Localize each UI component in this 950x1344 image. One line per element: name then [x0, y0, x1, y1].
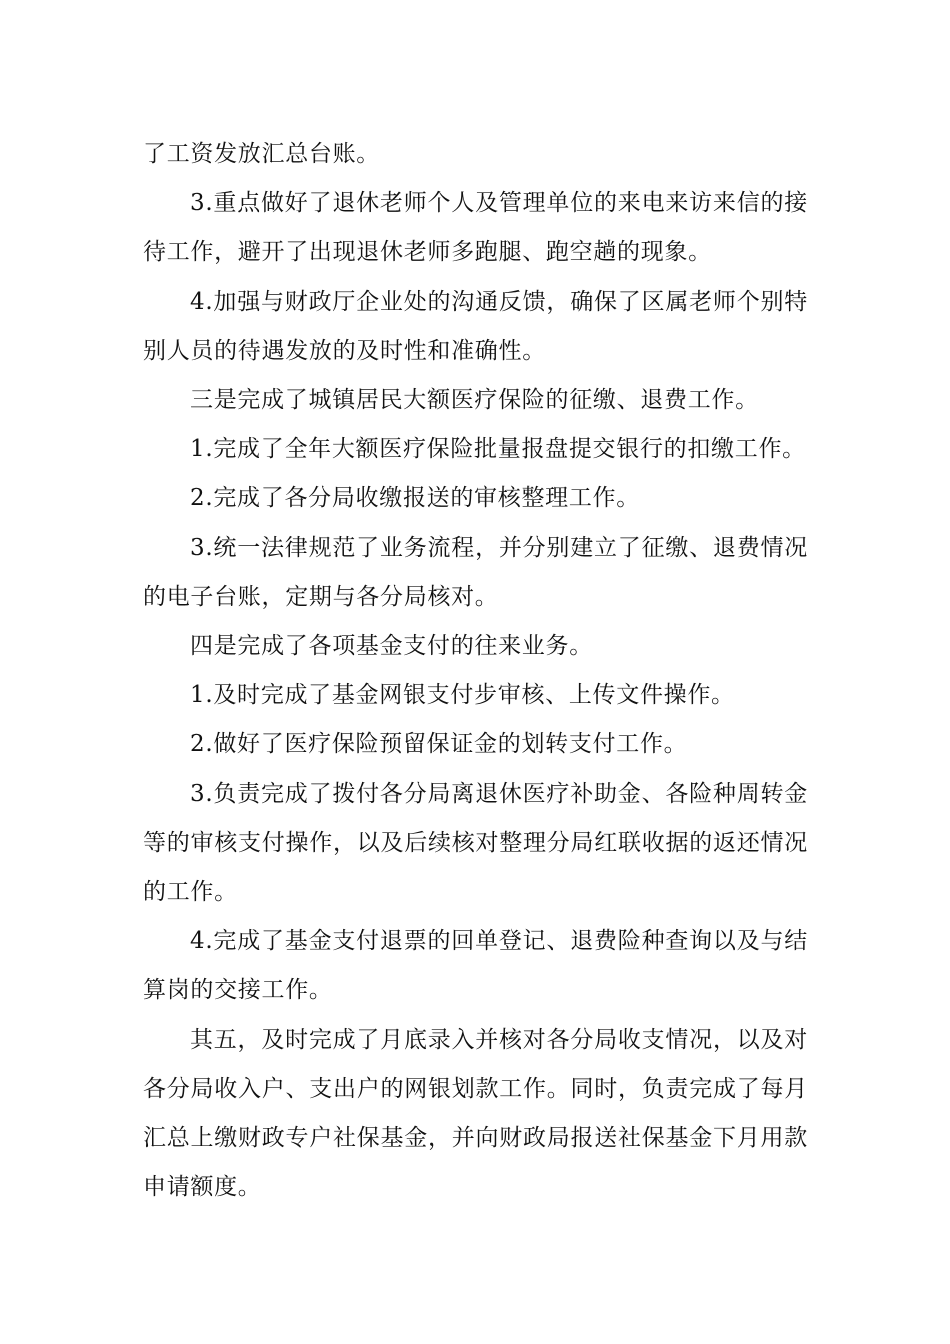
paragraph: 四是完成了各项基金支付的往来业务。	[190, 633, 593, 660]
document-body	[143, 130, 808, 1212]
paragraph: 2.完成了各分局收缴报送的审核整理工作。	[190, 485, 640, 512]
paragraph: 4.完成了基金支付退票的回单登记、退费险种查询以及与结算岗的交接工作。	[143, 928, 808, 1004]
paragraph: 三是完成了城镇居民大额医疗保险的征缴、退费工作。	[190, 387, 759, 414]
paragraph: 3.重点做好了退休老师个人及管理单位的来电来访来信的接待工作，避开了出现退休老师多跑腿、跑空趟的现象。	[143, 190, 808, 266]
paragraph: 其五，及时完成了月底录入并核对各分局收支情况，以及对各分局收入户、支出户的网银划款工作。同时，负责完成了每月汇总上缴财政专户社保基金，并向财政局报送社保基金下月用款申请额度。	[143, 1026, 808, 1201]
paragraph: 1.完成了全年大额医疗保险批量报盘提交银行的扣缴工作。	[190, 436, 806, 463]
paragraph: 3.统一法律规范了业务流程，并分别建立了征缴、退费情况的电子台账，定期与各分局核对。	[143, 534, 808, 610]
paragraph: 1.及时完成了基金网银支付步审核、上传文件操作。	[190, 682, 735, 709]
paragraph: 2.做好了医疗保险预留保证金的划转支付工作。	[190, 731, 688, 758]
paragraph: 3.负责完成了拨付各分局离退休医疗补助金、各险种周转金等的审核支付操作，以及后续核对整理分局红联收据的返还情况的工作。	[143, 780, 808, 906]
paragraph: 4.加强与财政厅企业处的沟通反馈，确保了区属老师个别特别人员的待遇发放的及时性和准确性。	[143, 288, 808, 364]
paragraph: 了工资发放汇总台账。	[143, 141, 380, 167]
